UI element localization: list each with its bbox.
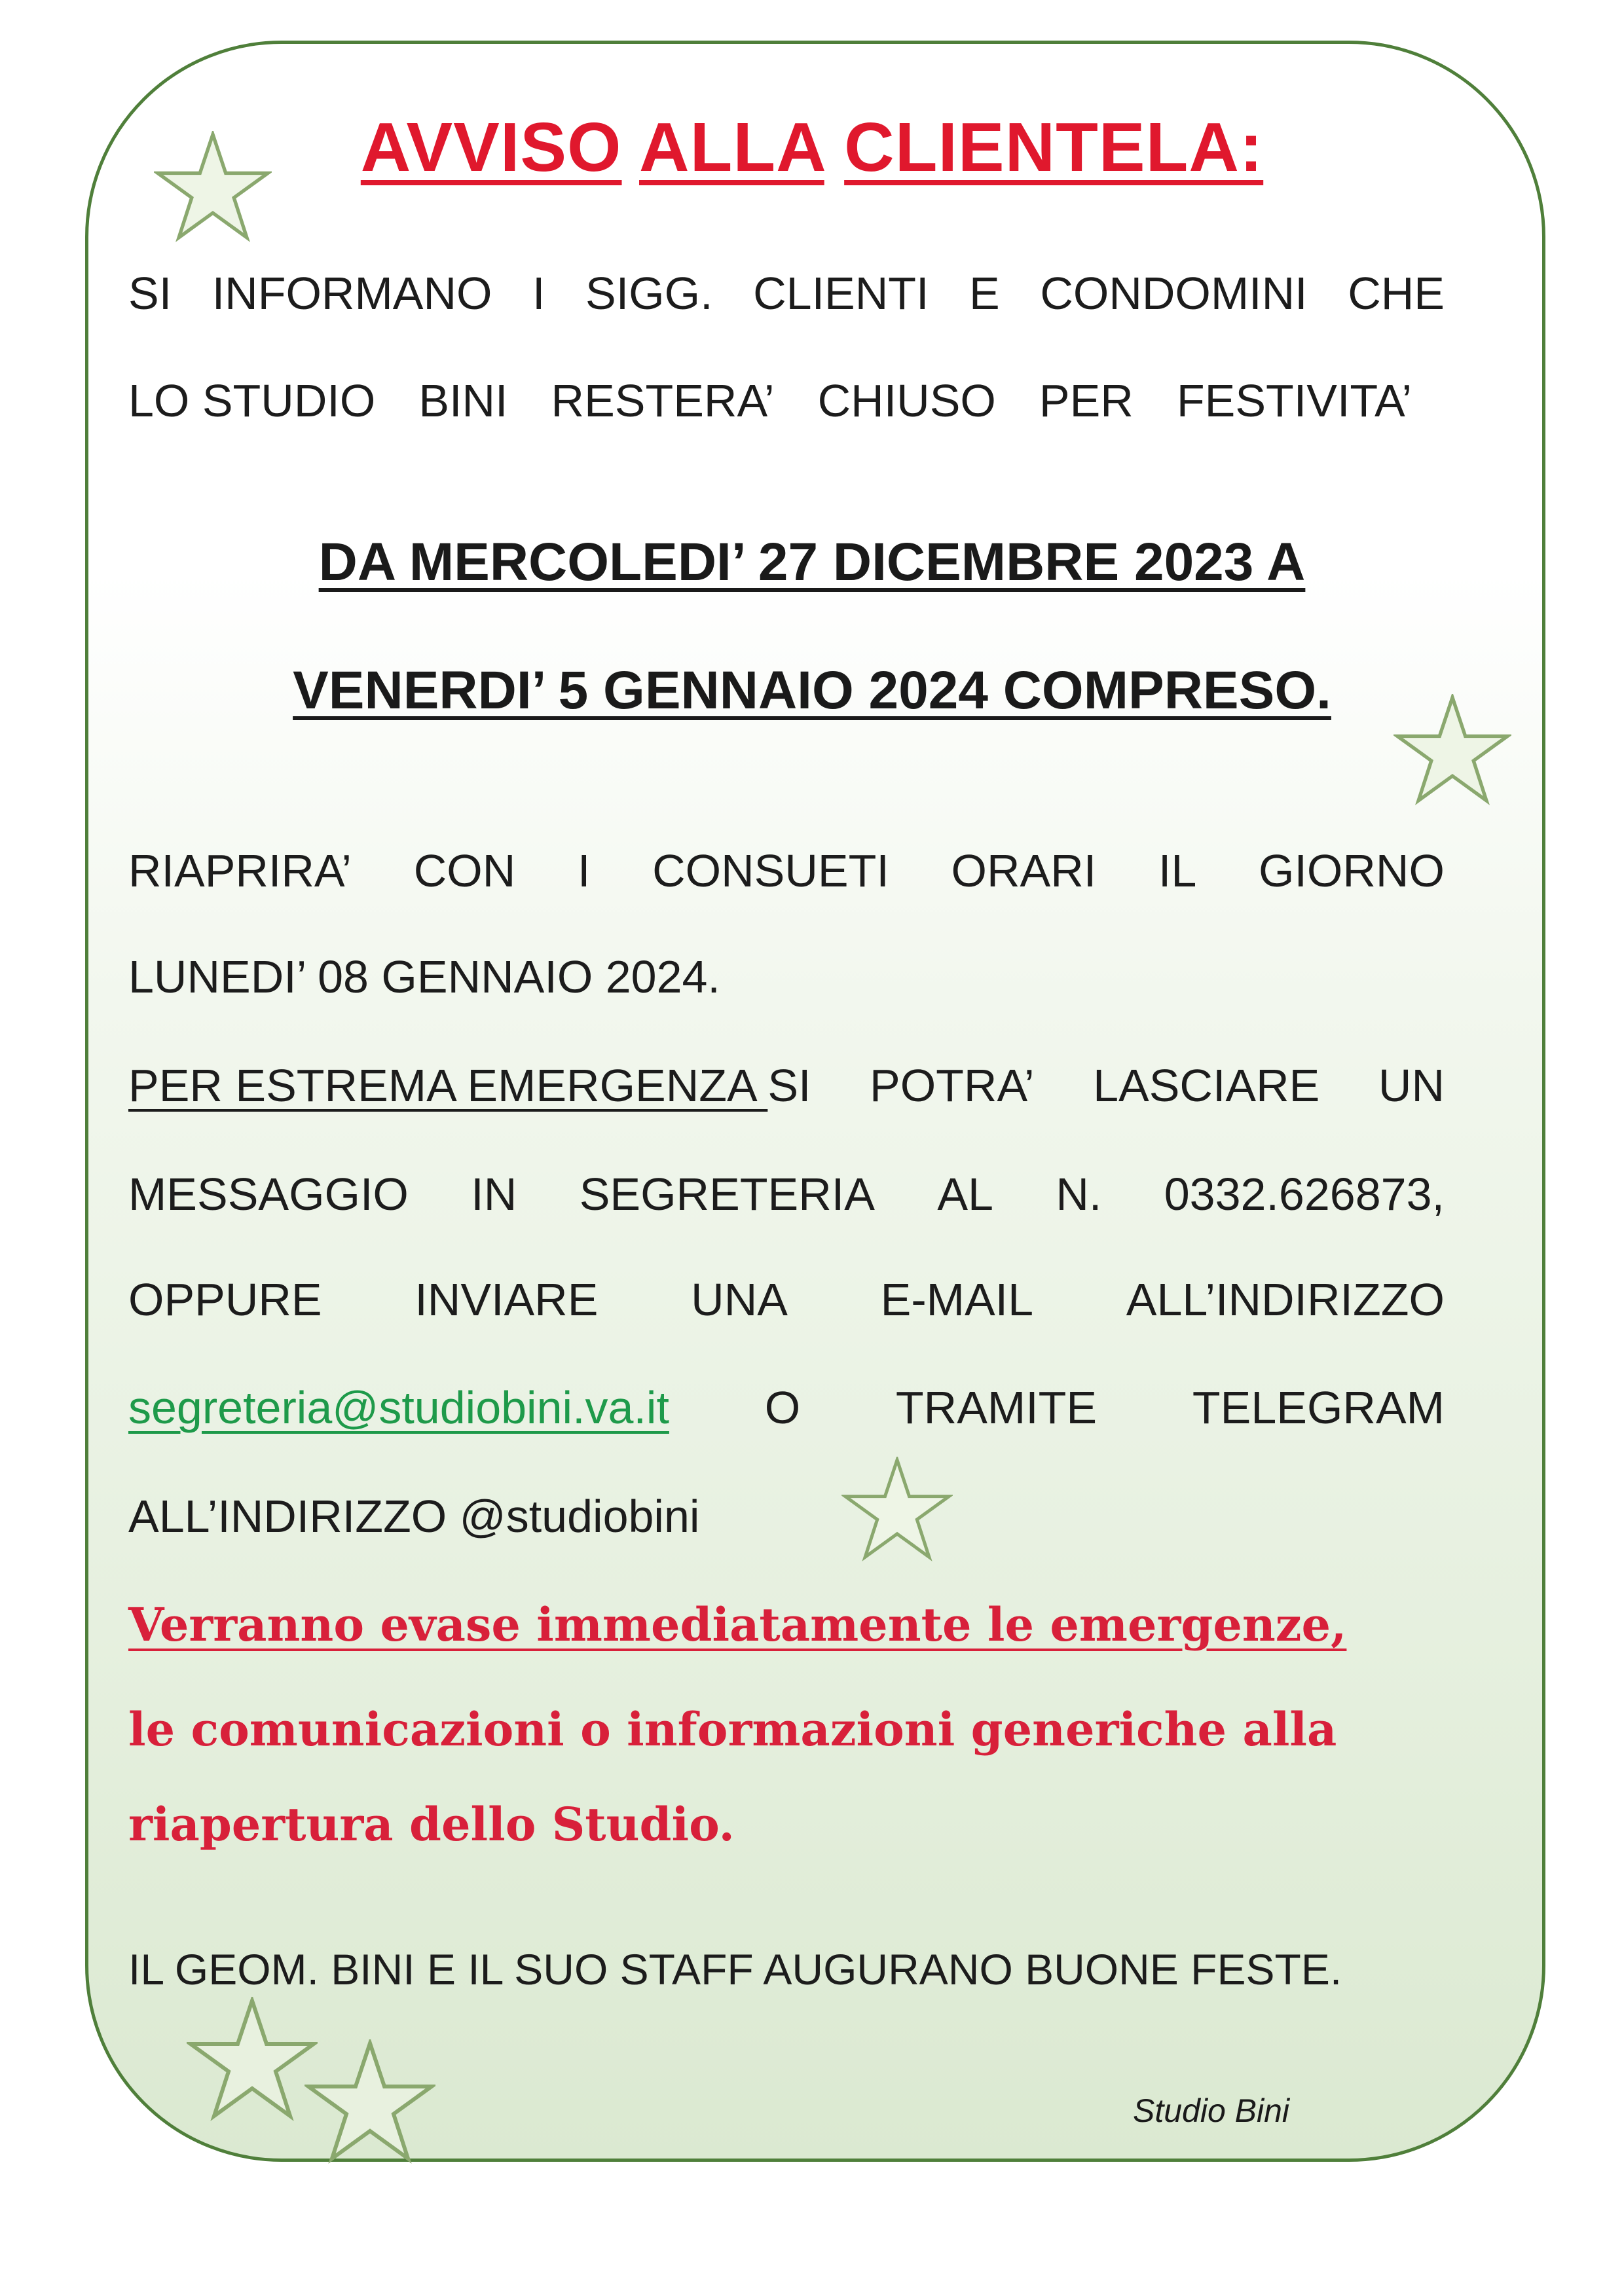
- page-title: [0, 108, 1624, 187]
- star-icon: [187, 1997, 318, 2121]
- greeting: IL GEOM. BINI E IL SUO STAFF AUGURANO BUONE FESTE.: [128, 1945, 1342, 1994]
- notice-line-3: riapertura dello Studio.: [128, 1797, 735, 1851]
- emergency-underlined: PER ESTREMA EMERGENZA: [128, 1060, 768, 1111]
- emergency-line-4: [128, 1381, 1445, 1434]
- notice-line-1: Verranno evase immediatamente le emergenze,: [128, 1597, 1347, 1652]
- word: FESTIVITA’: [1176, 375, 1412, 426]
- word: E: [969, 268, 1000, 319]
- phone-number: 0332.626873,: [1164, 1169, 1445, 1220]
- word: AL: [937, 1169, 993, 1220]
- word: POTRA’: [870, 1060, 1035, 1111]
- word: SEGRETERIA: [579, 1169, 875, 1220]
- reopen-line-1: [128, 845, 1445, 897]
- closing-end-date: VENERDI’ 5 GENNAIO 2024 COMPRESO.: [293, 661, 1331, 720]
- word: ORARI: [951, 845, 1097, 896]
- telegram-line: ALL’INDIRIZZO @studiobini: [128, 1491, 700, 1542]
- word: IN: [471, 1169, 517, 1220]
- word: CHE: [1348, 268, 1445, 319]
- word: BINI: [418, 375, 508, 426]
- word: E-MAIL: [880, 1274, 1034, 1325]
- word: GIORNO: [1259, 845, 1445, 896]
- word: INVIARE: [415, 1274, 599, 1325]
- word: IL: [1158, 845, 1197, 896]
- title-word-2: ALLA: [639, 109, 824, 186]
- word: PER: [1039, 375, 1134, 426]
- word: SI: [128, 268, 172, 319]
- title-word-3: CLIENTELA:: [844, 109, 1264, 186]
- word: OPPURE: [128, 1274, 322, 1325]
- word: RESTERA’: [551, 375, 775, 426]
- signature: Studio Bini: [1133, 2092, 1290, 2129]
- email-link[interactable]: segreteria@studiobini.va.it: [128, 1382, 669, 1433]
- word: CON: [413, 845, 516, 896]
- emergency-line-3: [128, 1273, 1445, 1326]
- word: CHIUSO: [817, 375, 996, 426]
- reopen-line-2: LUNEDI’ 08 GENNAIO 2024.: [128, 951, 720, 1002]
- word: CLIENTI: [753, 268, 929, 319]
- word: LO STUDIO: [128, 375, 376, 426]
- word: UNA: [691, 1274, 788, 1325]
- intro-line-2: [128, 374, 1412, 427]
- word: O: [764, 1382, 801, 1433]
- closing-start-date: DA MERCOLEDI’ 27 DICEMBRE 2023 A: [318, 532, 1306, 592]
- word: ALL’INDIRIZZO: [1126, 1274, 1445, 1325]
- word: SIGG.: [585, 268, 713, 319]
- word: N.: [1056, 1169, 1102, 1220]
- emergency-line-1: [128, 1059, 1445, 1112]
- word: INFORMANO: [212, 268, 492, 319]
- word: TRAMITE: [895, 1382, 1098, 1433]
- intro-line-1: [128, 267, 1445, 319]
- word: LASCIARE: [1093, 1060, 1320, 1111]
- notice-line-2: le comunicazioni o informazioni generiche alla: [128, 1702, 1337, 1757]
- emergency-line-2: [128, 1168, 1445, 1220]
- word: RIAPRIRA’: [128, 845, 352, 896]
- word: CONSUETI: [652, 845, 889, 896]
- word: UN: [1378, 1060, 1445, 1111]
- word: SI: [767, 1060, 811, 1111]
- word: MESSAGGIO: [128, 1169, 409, 1220]
- title-word-1: AVVISO: [360, 109, 622, 186]
- word: TELEGRAM: [1192, 1382, 1445, 1433]
- word: I: [532, 268, 545, 319]
- word: CONDOMINI: [1040, 268, 1308, 319]
- word: I: [577, 845, 591, 896]
- star-icon: [304, 2039, 435, 2164]
